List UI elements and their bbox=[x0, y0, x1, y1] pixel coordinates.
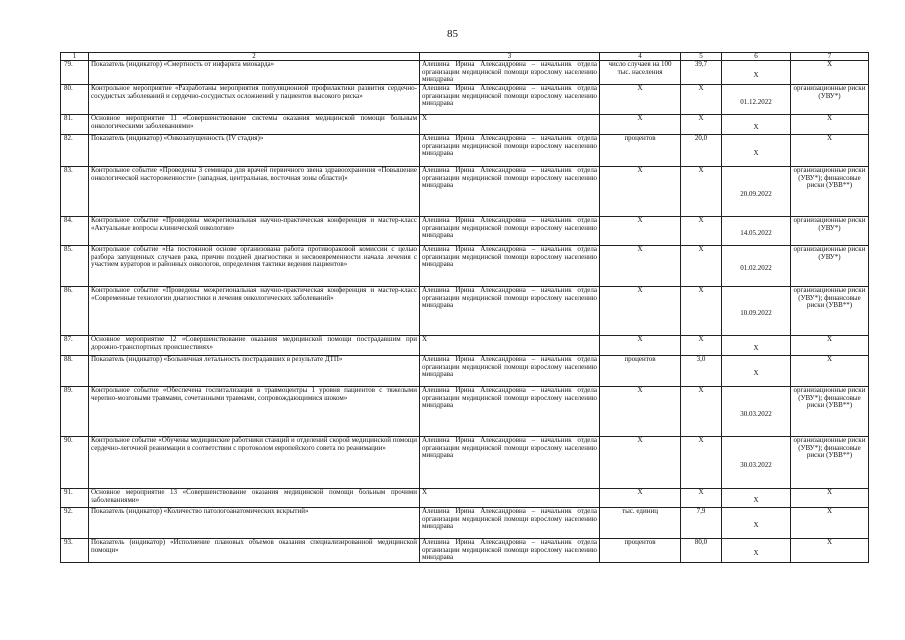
row-unit: X bbox=[600, 115, 681, 135]
row-risk: организационные риски (УВУ*); финансовые риски (УВВ**) bbox=[791, 167, 869, 217]
row-number: 90. bbox=[61, 437, 89, 489]
row-number: 85. bbox=[61, 246, 89, 287]
row-date: X bbox=[722, 336, 791, 356]
plan-table bbox=[60, 52, 869, 563]
row-value: X bbox=[681, 115, 722, 135]
table-row bbox=[61, 135, 869, 167]
row-risk: организационные риски (УВУ*); финансовые риски (УВВ**) bbox=[791, 387, 869, 437]
table-row bbox=[61, 246, 869, 287]
row-value: 20,0 bbox=[681, 135, 722, 167]
row-date: X bbox=[722, 539, 791, 563]
row-description: Показатель (индикатор) «Онкозапущенность (IV стадия)» bbox=[89, 135, 420, 167]
table-row bbox=[61, 217, 869, 246]
row-unit: X bbox=[600, 437, 681, 489]
row-responsible: Алешина Ирина Александровна – начальник отдела организации медицинской помощи взрослому населению минздрава bbox=[420, 539, 600, 563]
row-responsible: X bbox=[420, 115, 600, 135]
row-unit: X bbox=[600, 336, 681, 356]
row-responsible: Алешина Ирина Александровна – начальник отдела организации медицинской помощи взрослому населению минздрава bbox=[420, 246, 600, 287]
table-row bbox=[61, 167, 869, 217]
row-number: 91. bbox=[61, 489, 89, 508]
row-date: 30.03.2022 bbox=[722, 437, 791, 489]
row-description: Контрольное мероприятие «Разработаны мероприятия популяционной профилактики развития сердечно-сосудистых заболеваний и сердечно-сосудистых осложнений у пациентов высокого риска» bbox=[89, 85, 420, 115]
header-cell: 4 bbox=[600, 53, 681, 61]
row-description: Контрольное событие «Проведены межрегиональная научно-практическая конференция и мастер-класс «Современные технологии диагностики и лечения онкологических заболеваний» bbox=[89, 287, 420, 336]
row-date: 01.02.2022 bbox=[722, 246, 791, 287]
row-number: 88. bbox=[61, 356, 89, 387]
row-description: Основное мероприятие 11 «Совершенствование системы оказания медицинской помощи больным онкологическими заболеваниями» bbox=[89, 115, 420, 135]
table-row bbox=[61, 539, 869, 563]
row-unit: тыс. единиц bbox=[600, 508, 681, 539]
row-responsible: Алешина Ирина Александровна – начальник отдела организации медицинской помощи взрослому населению минздрава bbox=[420, 61, 600, 85]
row-risk: X bbox=[791, 508, 869, 539]
row-value: X bbox=[681, 167, 722, 217]
row-unit: число случаев на 100 тыс. населения bbox=[600, 61, 681, 85]
header-cell: 1 bbox=[61, 53, 89, 61]
row-responsible: Алешина Ирина Александровна – начальник отдела организации медицинской помощи взрослому населению минздрава bbox=[420, 85, 600, 115]
row-description: Показатель (индикатор) «Количество патологоанатомических вскрытий» bbox=[89, 508, 420, 539]
row-responsible: Алешина Ирина Александровна – начальник отдела организации медицинской помощи взрослому населению минздрава bbox=[420, 167, 600, 217]
row-number: 93. bbox=[61, 539, 89, 563]
row-description: Показатель (индикатор) «Смертность от инфаркта миокарда» bbox=[89, 61, 420, 85]
row-number: 81. bbox=[61, 115, 89, 135]
row-number: 83. bbox=[61, 167, 89, 217]
row-unit: процентов bbox=[600, 539, 681, 563]
row-responsible: Алешина Ирина Александровна – начальник отдела организации медицинской помощи взрослому населению минздрава bbox=[420, 387, 600, 437]
row-risk: X bbox=[791, 489, 869, 508]
page-number: 85 bbox=[447, 28, 458, 40]
row-risk: X bbox=[791, 356, 869, 387]
row-date: 14.05.2022 bbox=[722, 217, 791, 246]
table-row bbox=[61, 437, 869, 489]
table-row bbox=[61, 61, 869, 85]
row-value: X bbox=[681, 217, 722, 246]
row-description: Основное мероприятие 13 «Совершенствование оказания медицинской помощи больным прочими заболеваниями» bbox=[89, 489, 420, 508]
row-date: X bbox=[722, 508, 791, 539]
row-date: 01.12.2022 bbox=[722, 85, 791, 115]
row-date: 10.09.2022 bbox=[722, 287, 791, 336]
row-responsible: Алешина Ирина Александровна – начальник отдела организации медицинской помощи взрослому населению минздрава bbox=[420, 217, 600, 246]
header-row bbox=[61, 53, 869, 61]
row-risk: X bbox=[791, 539, 869, 563]
row-value: 39,7 bbox=[681, 61, 722, 85]
row-description: Контрольное событие «На постоянной основе организована работа противораковой комиссии с целью разбора запущенных случаев рака, причин поздней диагностики и несвоевременности начала лечения с участием кураторов и районных онкологов, определения тактики ведения пациентов» bbox=[89, 246, 420, 287]
row-risk: организационные риски (УВУ*); финансовые риски (УВВ**) bbox=[791, 437, 869, 489]
header-cell: 5 bbox=[681, 53, 722, 61]
row-date: X bbox=[722, 356, 791, 387]
row-value: X bbox=[681, 287, 722, 336]
row-description: Контрольное событие «Обучены медицинские работники станций и отделений скорой медицинской помощи сердечно-легочной реанимации в соответствии с протоколом европейского совета по реанимации» bbox=[89, 437, 420, 489]
row-unit: X bbox=[600, 217, 681, 246]
row-number: 82. bbox=[61, 135, 89, 167]
row-value: 80,0 bbox=[681, 539, 722, 563]
row-number: 87. bbox=[61, 336, 89, 356]
row-responsible: X bbox=[420, 489, 600, 508]
row-number: 80. bbox=[61, 85, 89, 115]
row-risk: X bbox=[791, 61, 869, 85]
row-responsible: Алешина Ирина Александровна – начальник отдела организации медицинской помощи взрослому населению минздрава bbox=[420, 437, 600, 489]
table-row bbox=[61, 287, 869, 336]
table-row bbox=[61, 508, 869, 539]
row-date: 30.03.2022 bbox=[722, 387, 791, 437]
table-row bbox=[61, 356, 869, 387]
row-value: X bbox=[681, 85, 722, 115]
row-unit: X bbox=[600, 85, 681, 115]
row-value: X bbox=[681, 387, 722, 437]
row-number: 92. bbox=[61, 508, 89, 539]
row-unit: X bbox=[600, 167, 681, 217]
table-row bbox=[61, 115, 869, 135]
row-description: Контрольное событие «Проведены 3 семинара для врачей первичного звена здравоохранения «Повышение онкологической настороженности» (западная, центральная, восточная зоны области)» bbox=[89, 167, 420, 217]
row-value: X bbox=[681, 246, 722, 287]
row-description: Показатель (индикатор) «Исполнение плановых объемов оказания специализированной медицинской помощи» bbox=[89, 539, 420, 563]
row-risk: организационные риски (УВУ*) bbox=[791, 85, 869, 115]
row-responsible: X bbox=[420, 336, 600, 356]
row-number: 86. bbox=[61, 287, 89, 336]
row-risk: организационные риски (УВУ*) bbox=[791, 246, 869, 287]
row-value: 3,0 bbox=[681, 356, 722, 387]
row-responsible: Алешина Ирина Александровна – начальник отдела организации медицинской помощи взрослому населению минздрава bbox=[420, 356, 600, 387]
row-risk: X bbox=[791, 336, 869, 356]
table-row bbox=[61, 387, 869, 437]
row-unit: X bbox=[600, 246, 681, 287]
row-responsible: Алешина Ирина Александровна – начальник отдела организации медицинской помощи взрослому населению минздрава bbox=[420, 508, 600, 539]
row-description: Контрольное событие «Обеспечена госпитализация в травмоцентры 1 уровня пациентов с тяжелыми черепно-мозговыми травмами, сочетанными травмами, сопровождающимися шоком» bbox=[89, 387, 420, 437]
row-description: Показатель (индикатор) «Больничная летальность пострадавших в результате ДТП» bbox=[89, 356, 420, 387]
row-responsible: Алешина Ирина Александровна – начальник отдела организации медицинской помощи взрослому населению минздрава bbox=[420, 287, 600, 336]
header-cell: 2 bbox=[89, 53, 420, 61]
row-responsible: Алешина Ирина Александровна – начальник отдела организации медицинской помощи взрослому населению минздрава bbox=[420, 135, 600, 167]
row-value: X bbox=[681, 489, 722, 508]
table-row bbox=[61, 85, 869, 115]
row-risk: X bbox=[791, 135, 869, 167]
table-row bbox=[61, 489, 869, 508]
row-date: X bbox=[722, 135, 791, 167]
header-cell: 6 bbox=[722, 53, 791, 61]
row-date: 20.09.2022 bbox=[722, 167, 791, 217]
row-unit: процентов bbox=[600, 356, 681, 387]
row-date: X bbox=[722, 61, 791, 85]
row-unit: процентов bbox=[600, 135, 681, 167]
row-risk: организационные риски (УВУ*); финансовые риски (УВВ**) bbox=[791, 287, 869, 336]
row-unit: X bbox=[600, 387, 681, 437]
row-number: 89. bbox=[61, 387, 89, 437]
header-cell: 3 bbox=[420, 53, 600, 61]
row-unit: X bbox=[600, 489, 681, 508]
row-description: Основное мероприятие 12 «Совершенствование оказания медицинской помощи пострадавшим при дорожно-транспортных происшествиях» bbox=[89, 336, 420, 356]
table-row bbox=[61, 336, 869, 356]
row-description: Контрольное событие «Проведены межрегиональная научно-практическая конференция и мастер-класс «Актуальные вопросы клинической онкологии» bbox=[89, 217, 420, 246]
row-unit: X bbox=[600, 287, 681, 336]
row-risk: организационные риски (УВУ*) bbox=[791, 217, 869, 246]
row-number: 79. bbox=[61, 61, 89, 85]
row-value: 7,9 bbox=[681, 508, 722, 539]
row-number: 84. bbox=[61, 217, 89, 246]
row-date: X bbox=[722, 489, 791, 508]
row-date: X bbox=[722, 115, 791, 135]
row-value: X bbox=[681, 336, 722, 356]
row-risk: X bbox=[791, 115, 869, 135]
row-value: X bbox=[681, 437, 722, 489]
header-cell: 7 bbox=[791, 53, 869, 61]
